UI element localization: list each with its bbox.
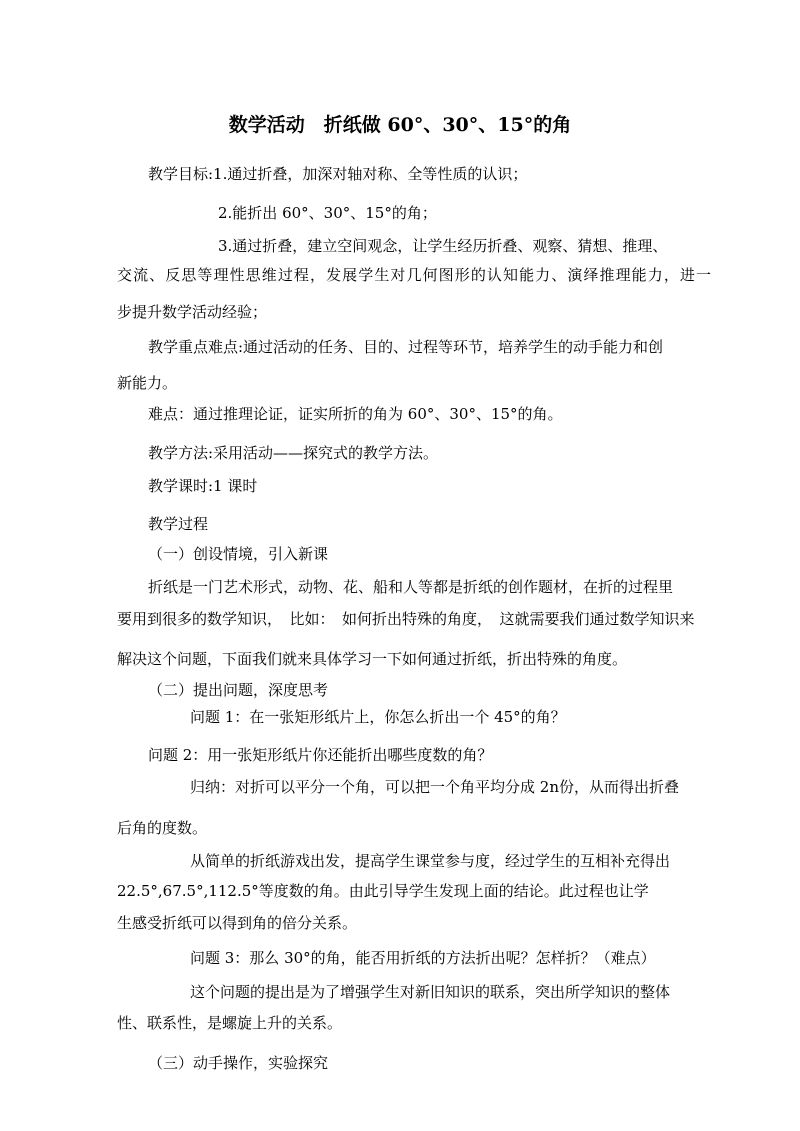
key-points-cont: 新能力。 <box>117 374 178 392</box>
question-1: 问题 1：在一张矩形纸片上，你怎么折出一个 45°的角？ <box>190 708 566 726</box>
goal-line-3: 3.通过折叠，建立空间观念，让学生经历折叠、观察、猜想、推理、 <box>218 237 668 255</box>
goal-line-3-cont-1: 交流、反思等理性思维过程，发展学生对几何图形的认知能力、演绎推理能力，进一 <box>117 266 711 284</box>
question-3-note-line-1: 这个问题的提出是为了增强学生对新旧知识的联系，突出所学知识的整体 <box>190 983 671 1001</box>
summary-line-1: 归纳：对折可以平分一个角，可以把一个角平均分成 2n份，从而得出折叠 <box>190 778 679 796</box>
section-3-heading: （三）动手操作，实验探究 <box>148 1054 329 1072</box>
difficulty-line: 难点：通过推理论证，证实所折的角为 60°、30°、15°的角。 <box>148 405 563 423</box>
explanation-line-1: 从简单的折纸游戏出发，提高学生课堂参与度，经过学生的互相补充得出 <box>190 852 671 870</box>
goal-line-3-cont-2: 步提升数学活动经验； <box>117 303 268 321</box>
section-1-para-line-2: 要用到很多的数学知识， 比如： 如何折出特殊的角度， 这就需要我们通过数学知识来 <box>117 610 695 628</box>
section-1-para-line-1: 折纸是一门艺术形式，动物、花、船和人等都是折纸的创作题材，在折的过程里 <box>148 578 674 596</box>
summary-line-2: 后角的度数。 <box>117 819 208 837</box>
process-heading: 教学过程 <box>148 515 209 533</box>
goal-line-2: 2.能折出 60°、30°、15°的角； <box>218 204 437 222</box>
document-title: 数学活动 折纸做 60°、30°、15°的角 <box>228 114 572 136</box>
method-line: 教学方法:采用活动——探究式的教学方法。 <box>148 444 439 462</box>
section-2-heading: （二）提出问题，深度思考 <box>148 681 329 699</box>
section-1-heading: （一）创设情境，引入新课 <box>148 545 329 563</box>
question-2: 问题 2：用一张矩形纸片你还能折出哪些度数的角？ <box>148 746 493 764</box>
goal-line-1: 教学目标:1.通过折叠，加深对轴对称、全等性质的认识； <box>148 165 528 183</box>
section-1-para-line-3: 解决这个问题，下面我们就来具体学习一下如何通过折纸，折出特殊的角度。 <box>117 650 628 668</box>
key-points-line: 教学重点难点:通过活动的任务、目的、过程等环节，培养学生的动手能力和创 <box>148 338 664 356</box>
explanation-line-2: 22.5°,67.5°,112.5°等度数的角。由此引导学生发现上面的结论。此过程也让学 <box>117 882 649 900</box>
class-hours-line: 教学课时:1 课时 <box>148 477 258 495</box>
question-3-note-line-2: 性、联系性，是螺旋上升的关系。 <box>117 1014 343 1032</box>
question-3: 问题 3：那么 30°的角，能否用折纸的方法折出呢？怎样折？（难点） <box>190 949 656 967</box>
explanation-line-3: 生感受折纸可以得到角的倍分关系。 <box>117 914 358 932</box>
